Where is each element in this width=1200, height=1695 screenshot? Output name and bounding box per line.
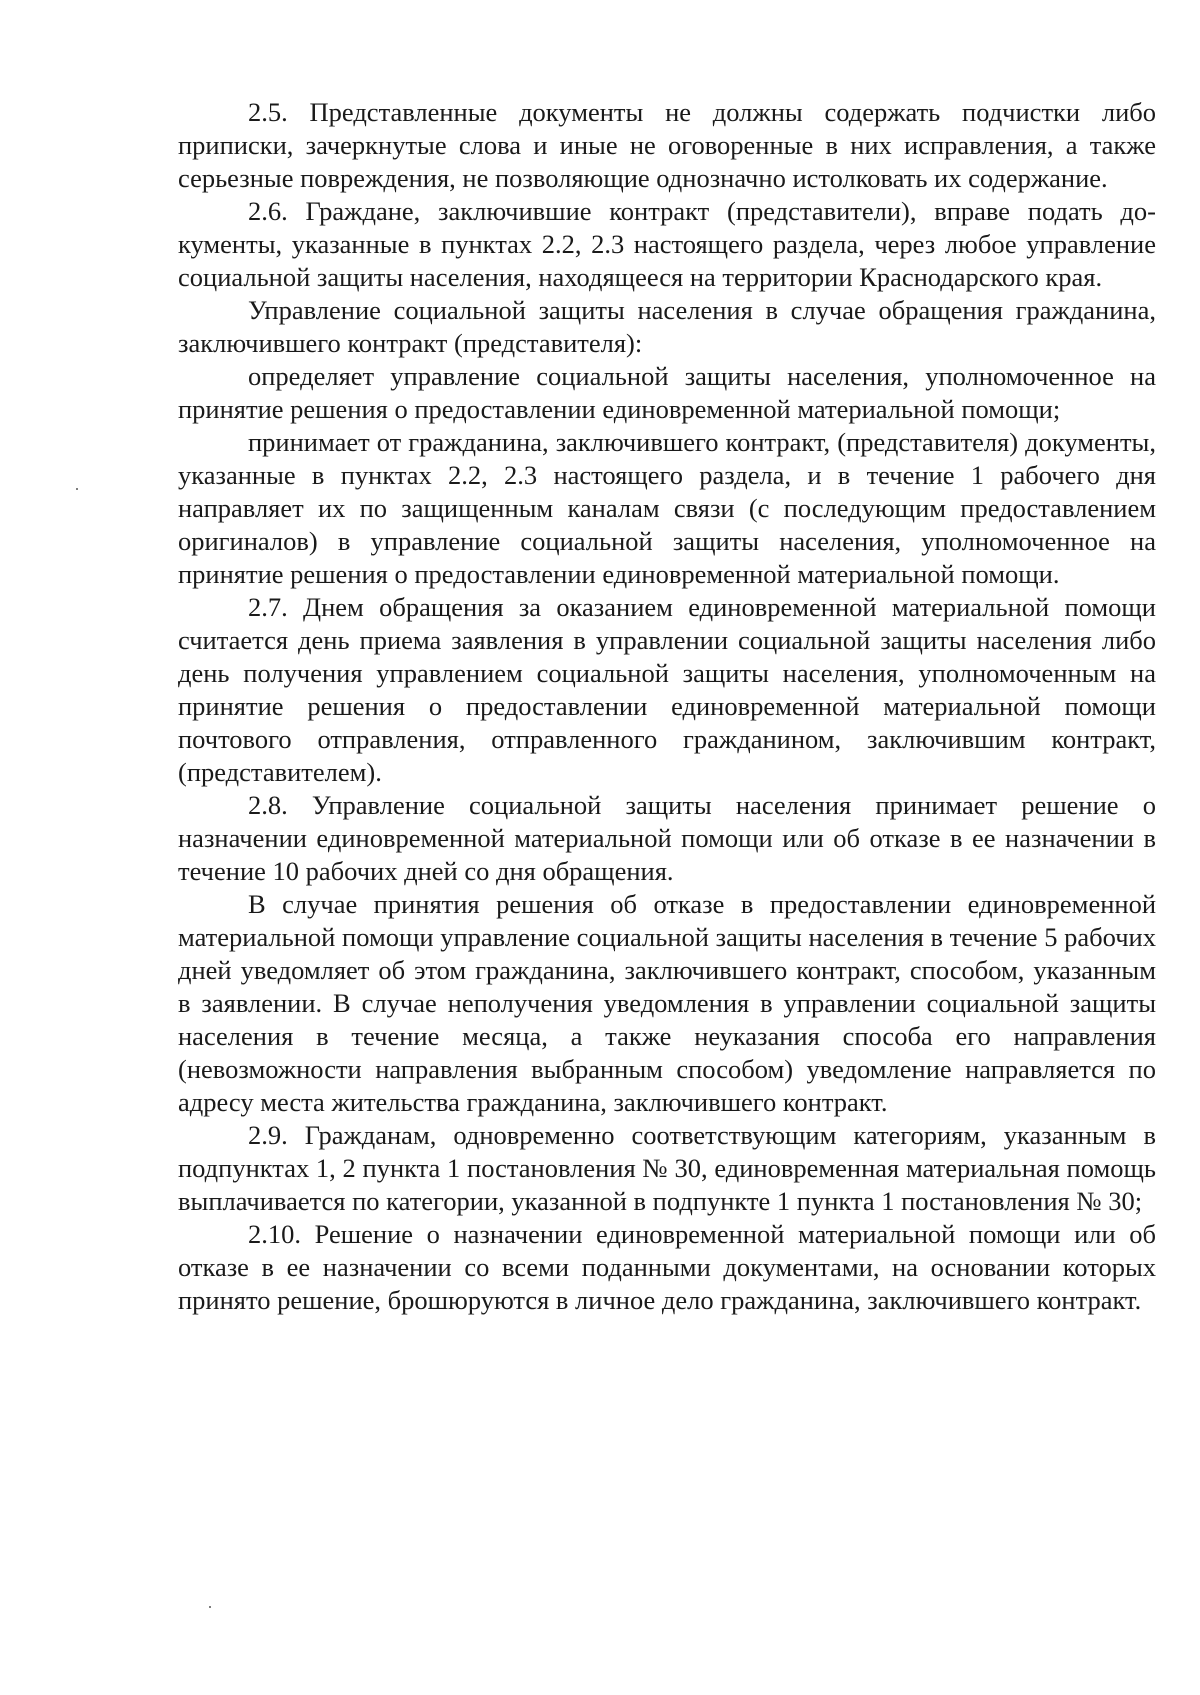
paragraph-2-6-intro: Управление социальной защиты населения в случае обращения гражданина, заключившего контракт (представителя): — [178, 295, 1156, 358]
paragraph-2-5: 2.5. Представленные документы не должны содержать подчистки либо приписки, зачеркнутые слова и иные не оговоренные в них исправления, а также серьезные повреждения, не позволяющие однозначно истолковать их содержание. — [178, 97, 1156, 193]
paragraph-2-6-determines: определяет управление социальной защиты населения, уполномоченное на принятие решения о предоставлении единовременной материальной помощи; — [178, 361, 1156, 424]
paragraph-2-6-accepts: принимает от гражданина, заключившего контракт, (представителя) документы, указанные в пунктах 2.2, 2.3 настоящего раздела, и в течение 1 рабочего дня направляет их по защищенным каналам связи (с последующим предоставлением оригиналов) в управление социальной защиты населения, уполномоченное на принятие решения о предоставлении единовременной материальной помощи. — [178, 427, 1156, 589]
paragraph-2-8: 2.8. Управление социальной защиты населения принимает решение о назначении единовременной материальной помощи или об отказе в ее назначении в течение 10 рабочих дней со дня обращения. — [178, 790, 1156, 886]
document-body — [178, 96, 1156, 1317]
paragraph-2-7: 2.7. Днем обращения за оказанием единовременной материальной помощи считается день приема заявления в управлении социальной защиты населения либо день получения управлением социальной защиты населения, уполномоченным на принятие решения о предоставлении единовременной материальной помощи почтового отправления, отправленного гражданином, заключившим контракт, (представителем). — [178, 592, 1156, 787]
paragraph-2-8-refusal: В случае принятия решения об отказе в предоставлении единовременной материальной помощи управление социальной защиты населения в течение 5 рабочих дней уведомляет об этом гражданина, заключившего контракт, способом, указанным в заявлении. В случае неполучения уведомления в управлении социальной защиты населения в течение месяца, а также неуказания способа его направления (невозможности направления выбранным способом) уведомление направляется по адресу места жительства гражданина, заключившего контракт. — [178, 889, 1156, 1117]
scan-speck — [76, 488, 78, 490]
paragraph-2-9: 2.9. Гражданам, одновременно соответствующим категориям, указанным в подпунктах 1, 2 пункта 1 постановления № 30, единовременная материальная помощь выплачивается по категории, указанной в подпункте 1 пункта 1 постановления № 30; — [178, 1120, 1156, 1216]
paragraph-2-6: 2.6. Граждане, заключившие контракт (представители), вправе подать документы, указанные в пунктах 2.2, 2.3 настоящего раздела, через любое управление социальной защиты населения, находящееся на территории Краснодарского края. — [178, 196, 1156, 292]
paragraph-2-10: 2.10. Решение о назначении единовременной материальной помощи или об отказе в ее назначении со всеми поданными документами, на основании которых принято решение, брошюруются в личное дело гражданина, заключившего контракт. — [178, 1219, 1156, 1315]
scan-speck — [209, 1606, 211, 1608]
